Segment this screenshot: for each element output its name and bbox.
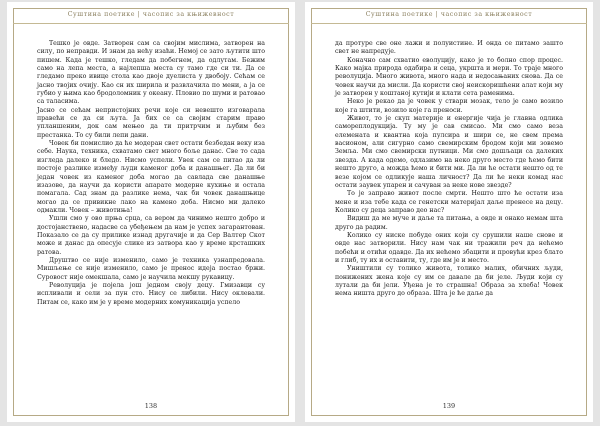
header-rule [311, 23, 587, 24]
paragraph: да протуре све оне лажи и полуистине. И онда се питамо зашто свет не напредује. [335, 40, 563, 56]
running-header: Суштина поетике | часопис за књижевност [67, 11, 235, 18]
running-header: Суштина поетике | часопис за књижевност [365, 11, 533, 18]
right-page [305, 2, 593, 422]
paragraph: Ушли смо у ово прња срца, са вером да чинимо нешто добро и достојанствено, надасве са убеђењем да нам је успех загарантован. Показало се да су прилике изнад другачије и да Сер Валтер Скот може и данас да опесује слике из затвора као у време крсташких ратова. [37, 215, 265, 256]
paragraph: Видиш да ме муче и даље та питања, а овде и онако немам шта друго да радим. [335, 215, 563, 231]
paragraph: Тешко је овде. Затворен сам са својим мислима, затворен на силу, по неправди. И знам да нећу изаћи. Немој се зато љутити што пишем. Када је тешко, гледам да побегнем, да одлутам. Бежим само на лепа места, а најлепша места су тамо где си ти. Да се гледамо преко ивице стола као двоје дуелиста у двобоју. Сећам се јасно твојих очију. Као сн их ширила и развлачила по мени, а ја се губио у њима као бродоломник у океану. Пловио по шуми и ратовао са таласима. [37, 40, 265, 106]
paragraph: Револуција је појела још једном своју децу. Гмизавци су испливали и сели за пун сто. Нису се либили. Нису оклевали. Питам се, како им је у време модерних комуникација успело [37, 281, 265, 306]
paragraph: Човек би помислио да ће модеран свет остати безбедан веку иза себе. Наука, техника, схватамо свет много боље данас. Све то сада изгледа далеко и бледо. Нисмо успели. Увек сам се питао да ли постоје разлике између људи каменог доба и данашњег. Да ли би један човек из каменог доба могао да савлада све данашње изазове, да научи да користи апарате модерне кухиње и остала помагала. Сад знам да разлике нема, чак би човек данашњице могао да се привикне лако на камено доба. Нисмо ми далеко одмакли. Човек – животиња! [37, 140, 265, 214]
paragraph: Коначно сам схватио еволуцију, како је то болно спор процес. Како мајка природа одабира и сеца, укршта и мери. То траје много револуција. Много живота, много нада и недосањаних снова. Да се човек научи да мисли. Да користи свој неискоришћени алат који му је затворен у коштаној кутији и клати сета раменима. [335, 56, 563, 98]
header-rule [13, 23, 289, 24]
page-number: 139 [442, 402, 456, 410]
paragraph: Јасно се сећам непристојних речи које си невешто изговарала правећи се да си љута. Ја бих се са својим старим право упланшеним, док сам мењео да ти притрчим и љубим без престанка. То су били лепи дани. [37, 106, 265, 139]
paragraph: Живот, то је скуп материје и енергије чија је главна одлика самореплодукција. Ту му је сав смисао. Ми смо само веза елемената и квантна која пулсира и шири се, не свем према васионом, али сигурно само свемирским бродом који ми зовемо Земља. Ми смо свемирски путници. Ми смо дошљаци са далеких звезда. А када одемо, одлазимо на неко друго место где ћемо бити нешто друго, а можда ћемо и бити ми. Да ли ће остати нешто од те везе којом се одликује наша личност? Да ли ће неки комад нас остати заувек упарен и сачуван за неке нове звезде? [335, 115, 563, 189]
left-page [7, 2, 295, 422]
page-number: 138 [144, 402, 158, 410]
paragraph: То је заправо живот после смрти. Нешто што ће остати иза мене и иза тебе када се генетски материјал даље пренесе на децу. Колико су деца заправо део нас? [335, 190, 563, 214]
paragraph: Неко је рекао да је човек у ствари мозак, тело је само возило које га штити, возило које га преноси. [335, 98, 563, 114]
page-body [37, 40, 265, 307]
paragraph: Уништили су толико живота, толико малих, обичних људи, понижених жена које су им се давале да би јеле. Људи који су лутали да би јели. Уђена је то страшна! Образа за хлеба! Човек нема ништа друго до образа. Шта је ће даље да [335, 265, 563, 298]
page-body [335, 40, 563, 299]
paragraph: Друштво се није изменило, само је техника узнапредовала. Мишљење се није изменило, само је пренос идеја постао бржи. Суровост није омекшала, само је научила мекшу рукавицу. [37, 256, 265, 281]
paragraph: Колико су ниске побуде оних који су срушили наше снове и овде нас затворили. Нису нам чак ни тражили реч да нећемо побећи и отићи одавде. Да их нећемо збацити и провући крез блато и глиб, ту их и оставити, ту, где им је и место. [335, 231, 563, 264]
